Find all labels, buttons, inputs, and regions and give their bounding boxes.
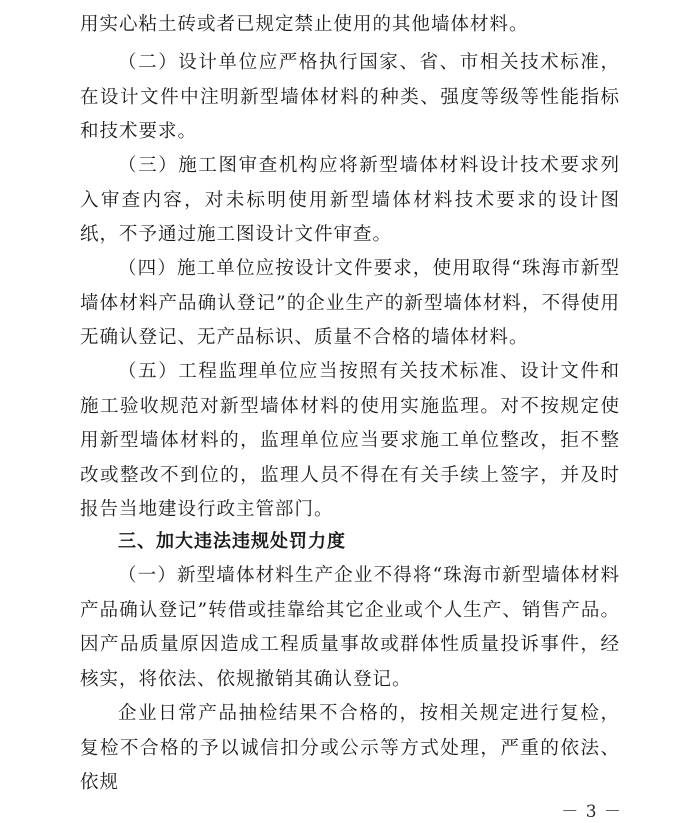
paragraph-product-inspection: 企业日常产品抽检结果不合格的，按相关规定进行复检，复检不合格的予以诚信扣分或公示等方式处理，严重的依法、依规 [80, 703, 620, 793]
paragraph-supervision-units: （五）工程监理单位应当按照有关技术标准、设计文件和施工验收规范对新型墙体材料的使用实施监理。对不按规定使用新型墙体材料的，监理单位应当要求施工单位整改，拒不整改或整改不到位的，监理人员不得在有关手续上签字，并及时报告当地建设行政主管部门。 [80, 361, 620, 520]
section-heading: 三、加大违法违规处罚力度 [118, 531, 346, 552]
paragraph-continuation: 用实心粘土砖或者已规定禁止使用的其他墙体材料。 [80, 14, 529, 35]
paragraph-design-units: （二）设计单位应严格执行国家、省、市相关技术标准，在设计文件中注明新型墙体材料的种类、强度等级等性能指标和技术要求。 [80, 52, 620, 142]
page-number: － 3 － [561, 802, 622, 822]
paragraph-construction-units: （四）施工单位应按设计文件要求，使用取得“珠海市新型墙体材料产品确认登记”的企业生产的新型墙体材料，不得使用无确认登记、无产品标识、质量不合格的墙体材料。 [80, 258, 620, 348]
paragraph-drawing-review: （三）施工图审查机构应将新型墙体材料设计技术要求列入审查内容，对未标明使用新型墙体材料技术要求的设计图纸，不予通过施工图设计文件审查。 [80, 155, 620, 245]
paragraph-manufacturers: （一）新型墙体材料生产企业不得将“珠海市新型墙体材料产品确认登记”转借或挂靠给其它企业或个人生产、销售产品。因产品质量原因造成工程质量事故或群体性质量投诉事件，经核实，将依法、依规撤销其确认登记。 [80, 565, 620, 690]
